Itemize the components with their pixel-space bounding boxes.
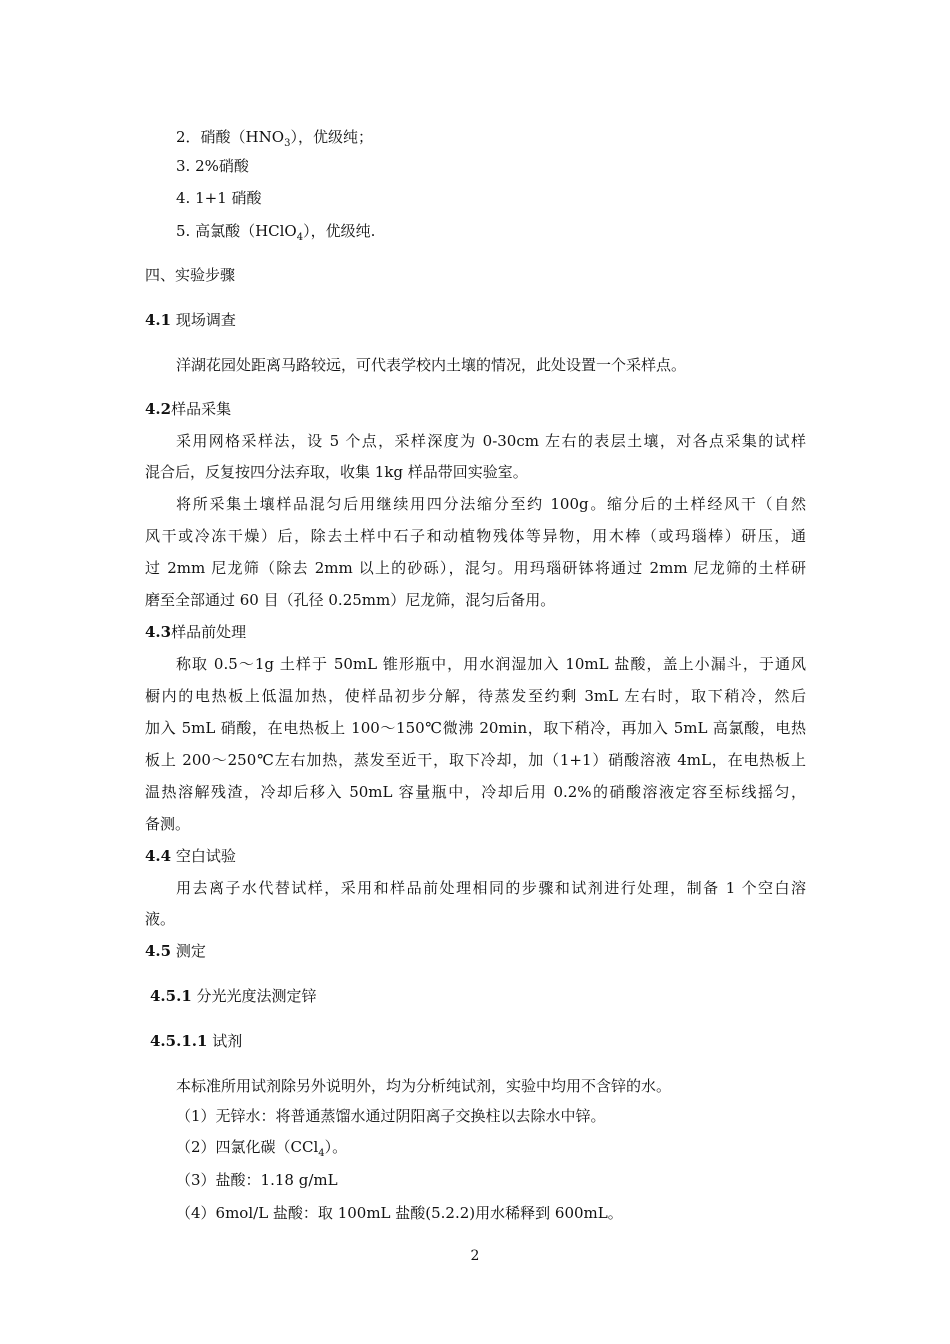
section-title: 样品采集	[171, 400, 232, 418]
section-title: 试剂	[207, 1032, 243, 1050]
section-number: 4.2	[145, 400, 172, 418]
page-number: 2	[470, 1248, 480, 1264]
paragraph-line: 备测。	[145, 815, 191, 833]
reagent-2-text: 2．硝酸（HNO	[176, 128, 285, 146]
section-4-3-heading	[145, 622, 246, 642]
section-title: 样品前处理	[171, 623, 247, 641]
section-number: 4.5.1.1	[150, 1032, 208, 1050]
section-4-1-heading	[145, 310, 236, 330]
paragraph-line: 板上 200～250℃左右加热，蒸发至近干，取下冷却，加（1+1）硝酸溶液 4mL，在电热板上	[145, 751, 806, 769]
section-4-heading: 四、实验步骤	[145, 266, 236, 284]
paragraph-line: 称取 0.5～1g 土样于 50mL 锥形瓶中，用水润湿加入 10mL 盐酸，盖上小漏斗，于通风	[176, 655, 806, 673]
section-number: 4.5	[145, 942, 172, 960]
reagent-list-item: （4）6mol/L 盐酸：取 100mL 盐酸(5.2.2)用水稀释到 600mL。	[176, 1204, 623, 1222]
item-suffix: ）。	[324, 1138, 348, 1156]
section-title: 现场调查	[171, 311, 236, 329]
item-subscript: 4	[318, 1148, 325, 1159]
paragraph-line: 磨至全部通过 60 目（孔径 0.25mm）尼龙筛，混匀后备用。	[145, 591, 556, 609]
reagent-2-suffix: ），优级纯；	[290, 128, 373, 146]
paragraph-line: 橱内的电热板上低温加热，使样品初步分解，待蒸发至约剩 3mL 左右时，取下稍冷，然后	[145, 687, 806, 705]
reagent-list-item: （3）盐酸：1.18 g/mL	[176, 1171, 338, 1189]
paragraph-line: 过 2mm 尼龙筛（除去 2mm 以上的砂砾），混匀。用玛瑙研钵将通过 2mm 尼龙筛的土样研	[145, 559, 806, 577]
reagent-5-subscript: 4	[296, 232, 304, 243]
paragraph-line: 将所采集土壤样品混匀后用继续用四分法缩分至约 100g。缩分后的土样经风干（自然	[176, 495, 806, 513]
paragraph-line: 混合后，反复按四分法弃取，收集 1kg 样品带回实验室。	[145, 463, 528, 481]
paragraph-line: 液。	[145, 910, 176, 928]
section-4-2-heading	[145, 399, 231, 419]
paragraph-line: 本标准所用试剂除另外说明外，均为分析纯试剂，实验中均用不含锌的水。	[176, 1077, 672, 1095]
section-title: 测定	[171, 942, 206, 960]
paragraph-line: 温热溶解残渣，冷却后移入 50mL 容量瓶中，冷却后用 0.2%的硝酸溶液定容至标线摇匀，	[145, 783, 806, 801]
section-4-5-1-1-heading	[150, 1031, 242, 1051]
paragraph-line: 风干或冷冻干燥）后，除去土样中石子和动植物残体等异物，用木棒（或玛瑙棒）研压，通	[145, 527, 806, 545]
section-4-1-paragraph: 洋湖花园处距离马路较远，可代表学校内土壤的情况，此处设置一个采样点。	[176, 356, 687, 374]
section-4-5-heading	[145, 941, 206, 961]
section-number: 4.5.1	[150, 987, 192, 1005]
reagent-item-3: 3. 2%硝酸	[176, 157, 249, 175]
reagent-list-item	[176, 1137, 347, 1157]
section-4-4-heading	[145, 846, 236, 866]
reagent-item-5	[176, 221, 375, 241]
item-text: （2）四氯化碳（CCl	[176, 1138, 319, 1156]
section-number: 4.3	[145, 623, 172, 641]
reagent-5-suffix: ），优级纯.	[303, 222, 376, 240]
section-4-5-1-heading	[150, 986, 317, 1006]
reagent-5-text: 5. 高氯酸（HClO	[176, 222, 297, 240]
paragraph-line: 用去离子水代替试样，采用和样品前处理相同的步骤和试剂进行处理，制备 1 个空白溶	[176, 879, 806, 897]
reagent-list-item: （1）无锌水：将普通蒸馏水通过阴阳离子交换柱以去除水中锌。	[176, 1107, 606, 1125]
reagent-item-2	[176, 127, 373, 147]
section-title: 空白试验	[171, 847, 236, 865]
section-number: 4.4	[145, 847, 172, 865]
reagent-2-subscript: 3	[284, 138, 291, 149]
paragraph-line: 加入 5mL 硝酸，在电热板上 100～150℃微沸 20min，取下稍冷，再加入 5mL 高氯酸，电热	[145, 719, 806, 737]
section-title: 分光光度法测定锌	[191, 987, 317, 1005]
section-number: 4.1	[145, 311, 172, 329]
reagent-item-4: 4. 1+1 硝酸	[176, 189, 262, 207]
paragraph-line: 采用网格采样法，设 5 个点，采样深度为 0-30cm 左右的表层土壤，对各点采集的试样	[176, 432, 806, 450]
